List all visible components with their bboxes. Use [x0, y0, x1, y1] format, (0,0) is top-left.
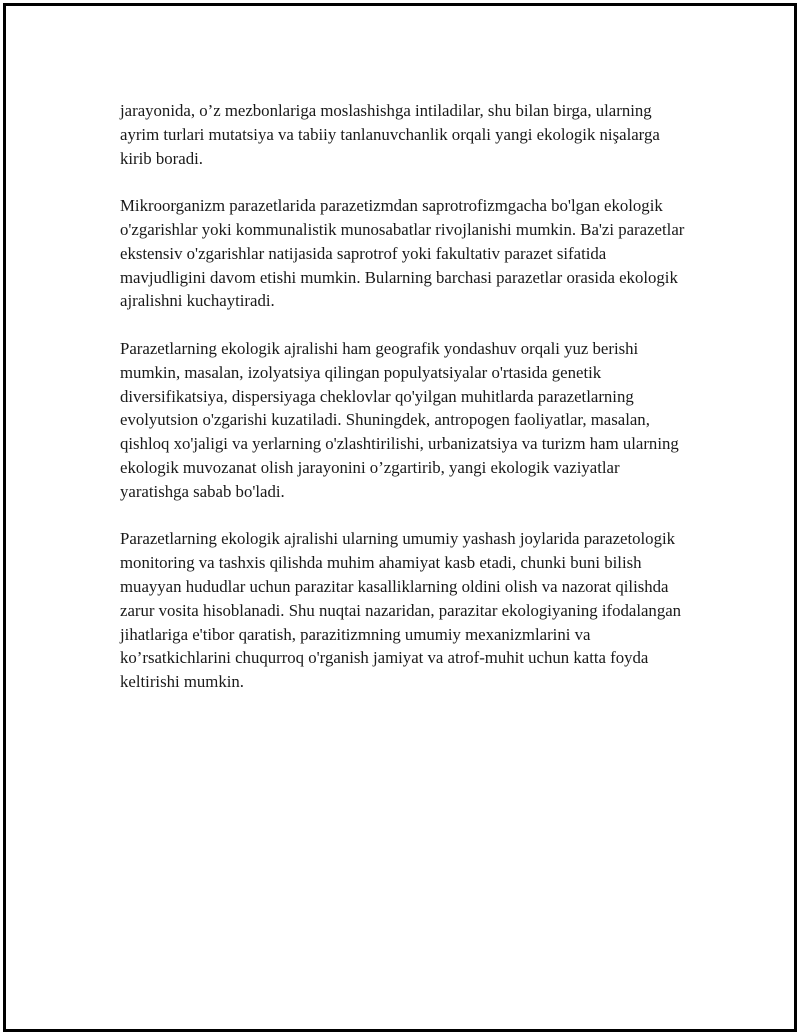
paragraph-2: Mikroorganizm parazetlarida parazetizmdan saprotrofizmgacha bo'lgan ekologik o'zgarishlar yoki kommunalistik munosabatlar rivojlanishi mumkin. Ba'zi parazetlar ekstensiv o'zgarishlar natijasida saprotrof yoki fakultativ parazet sifatida mavjudligini davom etishi mumkin. Bularning barchasi parazetlar orasida ekologik ajralishni kuchaytiradi.: [120, 196, 685, 311]
page-frame: [3, 3, 797, 1032]
paragraph-1: jarayonida, o’z mezbonlariga moslashishga intiladilar, shu bilan birga, ularning ayrim turlari mutatsiya va tabiiy tanlanuvchanlik orqali yangi ekologik nişalarga kirib boradi.: [120, 101, 660, 168]
paragraph-3: Parazetlarning ekologik ajralishi ham geografik yondashuv orqali yuz berishi mumkin, masalan, izolyatsiya qilingan populyatsiyalar o'rtasida genetik diversifikatsiya, dispersiyaga cheklovlar qo'yilgan muhitlarda parazetlarning evolyutsion o'zgarishi kuzatiladi. Shuningdek, antropogen faoliyatlar, masalan, qishloq xo'jaligi va yerlarning o'zlashtirilishi, urbanizatsiya va turizm ham ularning ekologik muvozanat olish jarayonini o’zgartirib, yangi ekologik vaziyatlar yaratishga sabab bo'ladi.: [120, 338, 679, 501]
paragraph-4: Parazetlarning ekologik ajralishi ularning umumiy yashash joylarida parazetologik monitoring va tashxis qilishda muhim ahamiyat kasb etadi, chunki buni bilish muayyan hududlar uchun parazitar kasalliklarning oldini olish va nazorat qilishda zarur vosita hisoblanadi. Shu nuqtai nazaridan, parazitar ekologiyaning ifodalangan jihatlariga e'tibor qaratish, parazitizmning umumiy mexanizmlarini va ko’rsatkichlarini chuqurroq o'rganish jamiyat va atrof-muhit uchun katta foyda keltirishi mumkin.: [120, 529, 682, 692]
document-body: [120, 99, 690, 718]
